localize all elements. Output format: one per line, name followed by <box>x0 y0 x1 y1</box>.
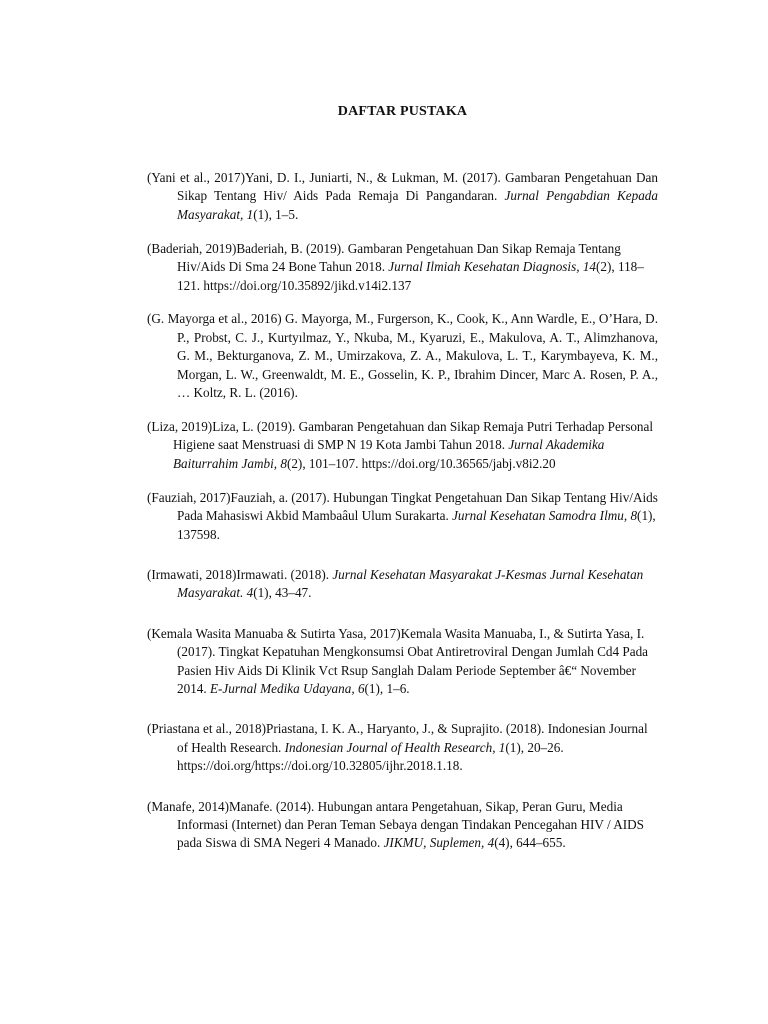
reference-volume: 8 <box>630 508 638 524</box>
reference-journal: Jurnal Akademika Baiturrahim Jambi <box>173 437 605 471</box>
reference-item: (Irmawati, 2018)Irmawati. (2018). Jurnal Kesehatan Masyarakat J-Kesmas Jurnal Kesehatan Masyarakat. 4(1), 43–47. <box>147 566 644 601</box>
reference-volume: 4 <box>246 585 254 601</box>
reference-item: (Yani et al., 2017)Yani, D. I., Juniarti, N., & Lukman, M. (2017). Gambaran Pengetahuan Dan Sikap Tentang Hiv/ Aids Pada Remaja Di Pangandaran. Jurnal Pengabdian Kepada Masyarakat, 1(1), 1–5. <box>147 170 658 222</box>
reference-authors: Kemala Wasita Manuaba, I., & Sutirta Yasa, I. (2017). Tingkat Kepatuhan Mengkonsumsi Obat Antiretroviral Dengan Jumlah Cd4 Pada Pasien Hiv Aids Di Klinik Vct Rsup Sanglah Dalam Periode September â€“ November 2014. <box>177 625 649 696</box>
reference-volume: 6 <box>357 680 365 696</box>
reference-authors: Baderiah, B. (2019). Gambaran Pengetahuan Dan Sikap Remaja Tentang Hiv/Aids Di Sma 24 Bone Tahun 2018. <box>177 240 621 275</box>
reference-authors: Fauziah, a. (2017). Hubungan Tingkat Pengetahuan Dan Sikap Tentang Hiv/Aids Pada Mahasiswi Akbid Mambaâul Ulum Surakarta. <box>177 489 658 524</box>
reference-pages: (1), 20–26. https://doi.org/https://doi.org/10.32805/ijhr.2018.1.18. <box>177 739 564 774</box>
reference-volume: 8 <box>280 455 287 471</box>
reference-journal: Indonesian Journal of Health Research <box>284 739 493 755</box>
reference-authors: Liza, L. (2019). Gambaran Pengetahuan dan Sikap Remaja Putri Terhadap Personal Higiene saat Menstruasi di SMP N 19 Kota Jambi Tahun 2018. <box>173 418 654 453</box>
reference-citation: (Fauziah, 2017) <box>147 489 231 505</box>
reference-authors: Irmawati. (2018). <box>236 566 330 582</box>
reference-authors: Yani, D. I., Juniarti, N., & Lukman, M. (2017). Gambaran Pengetahuan Dan Sikap Tentang Hiv/ Aids Pada Remaja Di Pangandaran. <box>177 170 658 204</box>
reference-journal: E-Jurnal Medika Udayana <box>209 680 352 696</box>
reference-citation: (Irmawati, 2018) <box>147 566 237 582</box>
reference-citation: (Priastana et al., 2018) <box>147 721 267 737</box>
page-title: DAFTAR PUSTAKA <box>337 104 468 119</box>
reference-item: (Baderiah, 2019)Baderiah, B. (2019). Gambaran Pengetahuan Dan Sikap Remaja Tentang Hiv/Aids Di Sma 24 Bone Tahun 2018. Jurnal Ilmiah Kesehatan Diagnosis, 14(2), 118–121. https://doi.org/10.35892/jikd.v14i2.137 <box>147 240 644 293</box>
reference-citation: (Baderiah, 2019) <box>147 240 237 256</box>
reference-pages: (1), 43–47. <box>253 585 312 601</box>
reference-volume: 1 <box>498 739 506 755</box>
reference-item: (Fauziah, 2017)Fauziah, a. (2017). Hubungan Tingkat Pengetahuan Dan Sikap Tentang Hiv/Aids Pada Mahasiswi Akbid Mambaâul Ulum Surakarta. Jurnal Kesehatan Samodra Ilmu, 8(1), 137598. <box>147 489 658 542</box>
reference-citation: (Yani et al., 2017) <box>147 170 246 185</box>
reference-item: (Liza, 2019)Liza, L. (2019). Gambaran Pengetahuan dan Sikap Remaja Putri Terhadap Personal Higiene saat Menstruasi di SMP N 19 Kota Jambi Tahun 2018. Jurnal Akademika Baiturrahim Jambi, 8(2), 101–107. https://doi.org/10.36565/jabj.v8i2.20 <box>147 418 658 473</box>
reference-list <box>147 169 658 868</box>
reference-journal: Jurnal Pengabdian Kepada Masyarakat <box>177 188 658 222</box>
reference-item: (Priastana et al., 2018)Priastana, I. K. A., Haryanto, J., & Suprajito. (2018). Indonesian Journal of Health Research. Indonesian Journal of Health Research, 1(1), 20–26. https://doi.org/https://doi.org/10.32805/ijhr.2018.1.18. <box>147 721 648 774</box>
reference-journal: Jurnal Ilmiah Kesehatan Diagnosis <box>388 259 577 275</box>
reference-pages: (1), 1–5. <box>253 206 299 222</box>
reference-pages: (2), 118–121. https://doi.org/10.35892/jikd.v14i2.137 <box>177 259 644 293</box>
reference-authors: Manafe. (2014). Hubungan antara Pengetahuan, Sikap, Peran Guru, Media Informasi (Internet) dan Peran Teman Sebaya dengan Tindakan Pencegahan HIV / AIDS pada Siswa di SMA Negeri 4 Manado. <box>177 798 644 851</box>
reference-pages: (2), 101–107. https://doi.org/10.36565/jabj.v8i2.20 <box>286 455 556 471</box>
reference-volume: 14 <box>582 259 596 275</box>
reference-citation: (Liza, 2019) <box>147 418 213 434</box>
reference-volume: 4 <box>487 835 495 851</box>
reference-citation: (G. Mayorga et al., 2016) <box>147 311 282 327</box>
reference-journal: Jurnal Kesehatan Masyarakat J-Kesmas Jurnal Kesehatan Masyarakat <box>177 566 644 601</box>
reference-item <box>147 310 658 402</box>
reference-authors: Priastana, I. K. A., Haryanto, J., & Suprajito. (2018). Indonesian Journal of Health Research. <box>177 721 648 755</box>
reference-item: (Kemala Wasita Manuaba & Sutirta Yasa, 2017)Kemala Wasita Manuaba, I., & Sutirta Yasa, I. (2017). Tingkat Kepatuhan Mengkonsumsi Obat Antiretroviral Dengan Jumlah Cd4 Pada Pasien Hiv Aids Di Klinik Vct Rsup Sanglah Dalam Periode September â€“ November 2014. E-Jurnal Medika Udayana, 6(1), 1–6. <box>147 625 649 696</box>
reference-citation: (Kemala Wasita Manuaba & Sutirta Yasa, 2017) <box>147 625 401 641</box>
reference-journal: JIKMU, Suplemen <box>383 835 481 851</box>
reference-citation: (Manafe, 2014) <box>147 798 230 814</box>
reference-pages: (1), 1–6. <box>364 680 410 696</box>
reference-authors: G. Mayorga, M., Furgerson, K., Cook, K., Ann Wardle, E., O’Hara, D. P., Probst, C. J., Kurtyılmaz, Y., Nkuba, M., Kyaruzi, E., Makulova, A. T., Alimzhanova, G. M., Bekturganova, Z. M., Umirzakova, Z. A., Makulova, L. T., Karymbayeva, K. M., Morgan, L. W., Greenwaldt, M. E., Gosselin, K. P., Ibrahim Dincer, Marc A. Rosen, P. A., … Koltz, R. L. (2016). <box>177 311 658 401</box>
reference-pages: (1), 137598. <box>177 508 656 542</box>
reference-item: (Manafe, 2014)Manafe. (2014). Hubungan antara Pengetahuan, Sikap, Peran Guru, Media Informasi (Internet) dan Peran Teman Sebaya dengan Tindakan Pencegahan HIV / AIDS pada Siswa di SMA Negeri 4 Manado. JIKMU, Suplemen, 4(4), 644–655. <box>147 798 644 851</box>
reference-journal: Jurnal Kesehatan Samodra Ilmu <box>452 508 624 524</box>
reference-volume: 1 <box>246 206 254 222</box>
reference-pages: (4), 644–655. <box>494 835 566 851</box>
